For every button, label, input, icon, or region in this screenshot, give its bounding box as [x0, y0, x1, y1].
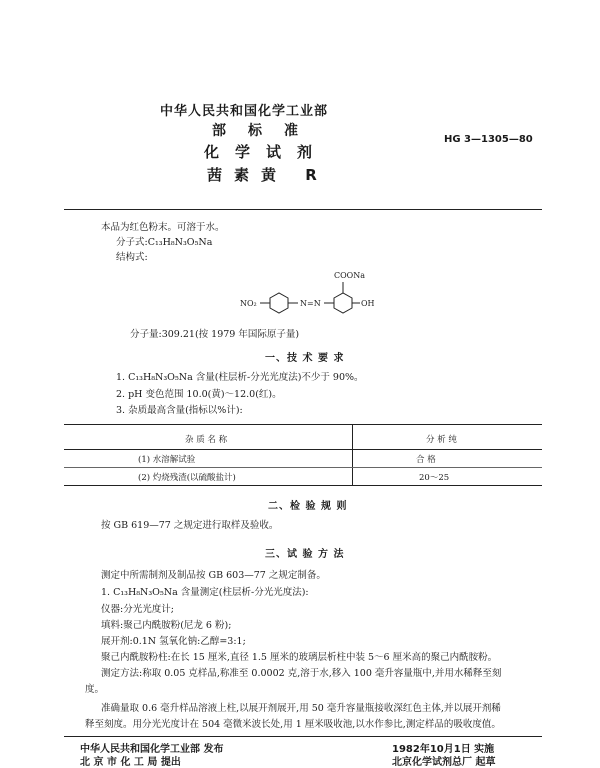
tech-requirements-heading: 一、技 术 要 求 [265, 353, 345, 364]
method-line-1: 测定方法:称取 0.05 克样品,称准至 0.0002 克,溶于水,移入 100 毫升容量瓶中,并用水稀释至刻 [101, 668, 502, 679]
table-bottom-border [64, 485, 542, 486]
inspection-rules-heading: 二、检 验 规 则 [268, 501, 348, 512]
table-header-grade: 分 析 纯 [426, 435, 457, 445]
footer-proposer: 北 京 市 化 工 局 提出 [80, 757, 181, 768]
standard-type: 部标准 [212, 123, 320, 139]
benzene-ring-2 [334, 293, 352, 313]
table-column-divider [352, 425, 353, 485]
inspection-rules-text: 按 GB 619—77 之规定进行取样及验收。 [101, 520, 279, 531]
table-row-1-name: (1) 水溶解试验 [138, 455, 196, 465]
footer-drafter: 北京化学试剂总厂 起草 [392, 757, 496, 768]
final-line-1: 准确量取 0.6 毫升样品溶液上柱,以展开剂展开,用 50 毫升容量瓶接收深红色主体,并以展开剂稀 [101, 703, 501, 714]
footer-implementation-date: 1982年10月1日 实施 [392, 744, 495, 755]
formula-value: C₁₃H₈N₃O₅Na [147, 237, 213, 248]
molecular-formula [116, 237, 212, 249]
table-row-1-value: 合 格 [416, 455, 436, 465]
coona-label: COONa [334, 271, 366, 280]
method-line-2: 度。 [85, 684, 105, 695]
table-row-2-value: 20～25 [419, 473, 450, 483]
header-divider [64, 209, 542, 210]
no2-label: NO₂ [240, 299, 257, 308]
table-header-divider [64, 449, 542, 450]
column-prep: 聚己内酰胺粉柱:在长 15 厘米,直径 1.5 厘米的玻璃层析柱中装 5～6 厘米高的聚己内酰胺粉。 [101, 652, 498, 663]
azo-label: N=N [300, 299, 321, 308]
tech-req-item-2: 2. pH 变色范围 10.0(黄)～12.0(红)。 [116, 389, 282, 400]
formula-label: 分子式: [116, 237, 148, 248]
test-methods-heading: 三、试 验 方 法 [265, 549, 345, 560]
footer-divider [64, 736, 542, 737]
issuing-authority: 中华人民共和国化学工业部 [160, 104, 329, 119]
table-top-border [64, 424, 542, 425]
oh-label: OH [361, 299, 375, 308]
structure-label: 结构式: [116, 252, 148, 263]
molecular-weight: 分子量:309.21(按 1979 年国际原子量) [130, 329, 300, 340]
reagent-category: 化学试剂 [204, 143, 329, 161]
instrument: 仪器:分光光度计; [101, 604, 174, 615]
structural-formula-diagram [230, 262, 450, 326]
test-item-1: 1. C₁₃H₈N₃O₅Na 含量测定(柱层析-分光光度法): [101, 587, 309, 598]
final-line-2: 释至刻度。用分光光度计在 504 毫微米波长处,用 1 厘米吸收池,以水作参比,测定样品的吸收度值。 [85, 719, 501, 730]
table-row-divider [64, 467, 542, 468]
test-intro: 测定中所需制剂及制品按 GB 603—77 之规定制备。 [101, 570, 326, 581]
tech-req-item-1: 1. C₁₃H₈N₃O₅Na 含量(柱层析-分光光度法)不少于 90%。 [116, 372, 364, 383]
standard-number: HG 3—1305—80 [444, 134, 533, 145]
table-row-2-name: (2) 灼烧残渣(以硫酸盐计) [138, 473, 236, 483]
packing-material: 填料:聚己内酰胺粉(尼龙 6 粉); [101, 620, 232, 631]
tech-req-item-3: 3. 杂质最高含量(指标以%计): [116, 405, 243, 416]
benzene-ring-1 [270, 293, 288, 313]
eluent: 展开剂:0.1N 氢氧化钠:乙醇=3:1; [101, 636, 246, 647]
product-description: 本品为红色粉末。可溶于水。 [101, 222, 225, 233]
footer-issuer: 中华人民共和国化学工业部 发布 [80, 744, 224, 755]
table-header-impurity: 杂 质 名 称 [185, 435, 228, 445]
product-name: 茜素黄 R [207, 166, 329, 184]
